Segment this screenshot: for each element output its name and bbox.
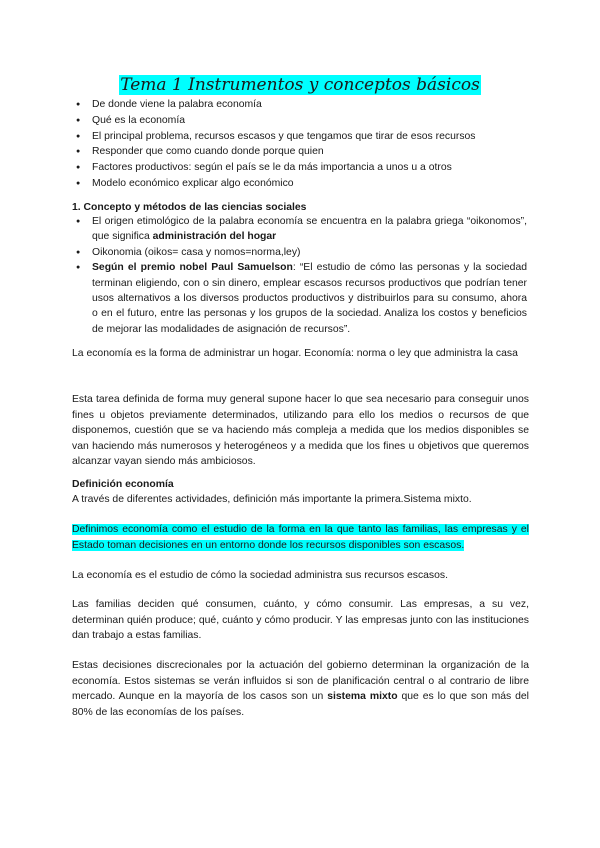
intro-bullet-list xyxy=(76,97,536,192)
paragraph xyxy=(72,658,529,720)
bullet-bold: Según el premio nobel Paul Samuelson xyxy=(92,262,293,274)
list-item: ● Oikonomia (oikos= casa y nomos=norma,ley) xyxy=(76,245,527,260)
list-item: ● Modelo económico explicar algo económico xyxy=(76,176,536,192)
paragraph-text: Estas decisiones discrecionales por la actuación del gobierno determinan la organización de la economía. Estos sistemas se verán influidos si son de planificación central o al contrario de libre mercado. Aunque en la mayoría de los casos son un xyxy=(72,660,529,703)
section-heading: 1. Concepto y métodos de las ciencias sociales xyxy=(72,202,307,213)
list-item: ● Responder que como cuando donde porque quien xyxy=(76,144,536,160)
definition-heading: Definición economía xyxy=(72,479,174,490)
paragraph: Esta tarea definida de forma muy general supone hacer lo que sea necesario para conseguir unos fines u objetos previamente determinados, utilizando para ello los medios o recursos de que disponemos, cuestión que se va haciendo más compleja a medida que los medios disponibles se van haciendo más numerosos y heterogéneos y a medida que los fines u objetivos que queremos alcanzar vayan siendo más ambiciosos. xyxy=(72,394,529,468)
paragraph: La economía es la forma de administrar un hogar. Economía: norma o ley que administra la casa xyxy=(72,348,518,359)
list-item: ● Qué es la economía xyxy=(76,113,536,129)
section-bullet-list xyxy=(76,214,527,337)
list-item xyxy=(76,214,527,245)
title-text: Tema 1 Instrumentos y conceptos básicos xyxy=(120,75,480,95)
bullet-text: El origen etimológico de la palabra economía se encuentra en la palabra griega “oikonomos”, que significa xyxy=(92,216,527,243)
highlighted-definition xyxy=(72,522,529,553)
highlight-text: Definimos economía como el estudio de la forma en la que tanto las familias, las empresas y el Estado toman decisiones en un entorno donde los recursos disponibles son escasos. xyxy=(72,524,529,551)
bullet-text: : “El estudio de cómo las personas y la sociedad terminan eligiendo, con o sin dinero, emplear escasos recursos productivos que podrían tener usos alternativos a los diversos productos productivos y distribuirlos para su consumo, ahora o en el futuro, entre las personas y los grupos de la sociedad. Analiza los costos y beneficios de mejorar las modalidades de asignación de recursos”. xyxy=(92,262,528,335)
list-item xyxy=(76,260,527,337)
list-item: ● El principal problema, recursos escasos y que tengamos que tirar de esos recursos xyxy=(76,129,536,145)
paragraph-tail: que es lo que son más del 80% de las economías de los países. xyxy=(72,691,529,718)
bullet-bold: administración del hogar xyxy=(152,231,277,243)
paragraph: La economía es el estudio de cómo la sociedad administra sus recursos escasos. xyxy=(72,570,448,581)
page-title xyxy=(0,73,600,97)
list-item: ● Factores productivos: según el país se le da más importancia a unos u a otros xyxy=(76,160,536,176)
list-item: ● De donde viene la palabra economía xyxy=(76,97,536,113)
paragraph: A través de diferentes actividades, definición más importante la primera.Sistema mixto. xyxy=(72,494,472,505)
paragraph-bold: sistema mixto xyxy=(327,691,398,703)
paragraph: Las familias deciden qué consumen, cuánto, y cómo consumir. Las empresas, a su vez, determinan quién produce; qué, cuánto y cómo producir. Y las empresas junto con las instituciones dan trabajo a estas familias. xyxy=(72,599,529,642)
